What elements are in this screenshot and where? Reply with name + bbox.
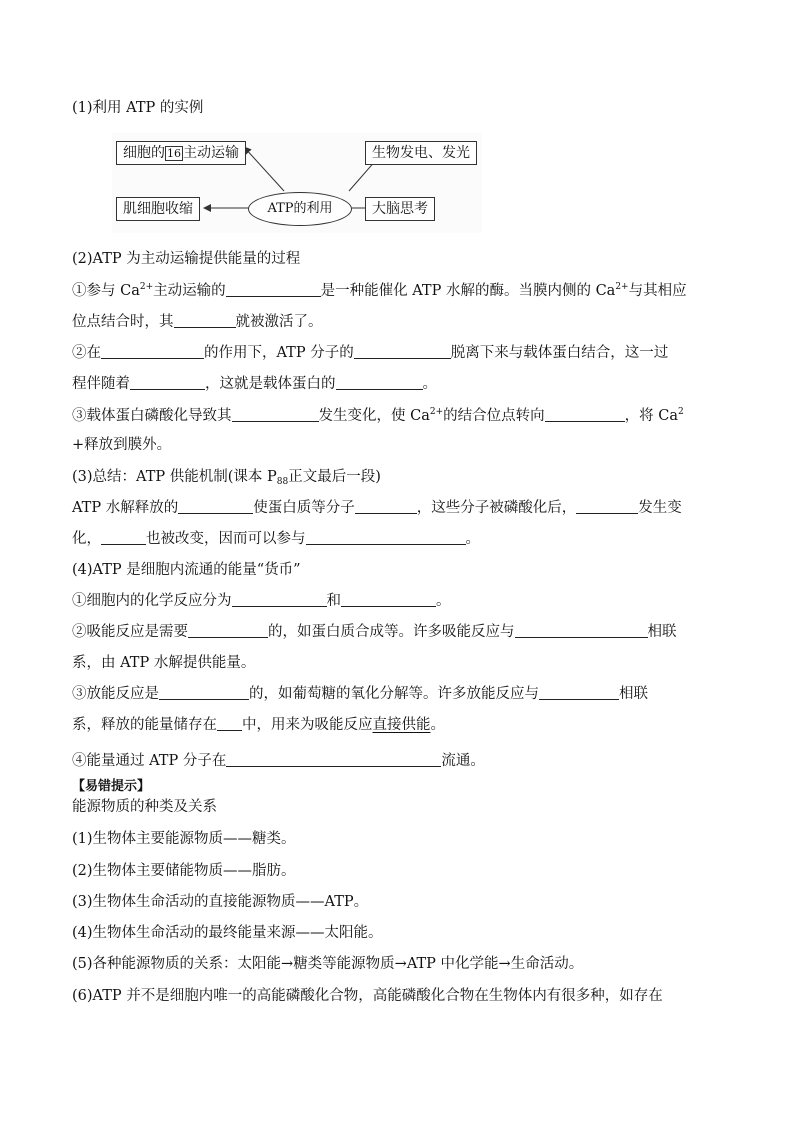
tip-subtitle: 能源物质的种类及关系 [72, 799, 217, 815]
s2-item1-line1: ①参与 $Ca^{2+}$主动运输的 是一种能催化 ATP 水解的酶。当膜内侧的 $Ca^{2+}$与其相应 [72, 282, 687, 299]
blank[interactable] [341, 591, 436, 607]
s3-line1: ATP 水解释放的 使蛋白质等分子 ，这些分子被磷酸化后， 发生变 [72, 500, 682, 516]
blank[interactable] [306, 529, 466, 545]
blank[interactable] [174, 312, 236, 328]
tip-item-5: (5)各种能源物质的关系：太阳能→糖类等能源物质→ATP 中化学能→生命活动。 [72, 956, 584, 972]
s2-item2-line2: 程伴随着 ，这就是载体蛋白的 。 [72, 376, 437, 392]
box-brain-thinking: 大脑思考 [365, 197, 435, 221]
atp-usage-diagram [112, 133, 482, 233]
section-4-title: (4)ATP 是细胞内流通的能量“货币” [72, 562, 301, 578]
box-active-transport: 细胞的 16 主动运输 [116, 141, 246, 165]
s4-item2-line2: 系，由 ATP 水解提供能量。 [72, 655, 256, 671]
tip-item-6: (6)ATP 并不是细胞内唯一的高能磷酸化合物，高能磷酸化合物在生物体内有很多种，如存在 [72, 988, 663, 1004]
blank[interactable] [178, 498, 253, 514]
blank[interactable] [188, 622, 268, 638]
s4-item1: ①细胞内的化学反应分为 和 。 [72, 593, 451, 609]
box-bio-electricity: 生物发电、发光 [365, 141, 477, 165]
blank[interactable] [159, 684, 249, 700]
blank[interactable] [539, 684, 619, 700]
s4-item3-line1: ③放能反应是 的，如葡萄糖的氧化分解等。许多放能反应与 相联 [72, 686, 648, 702]
tip-title: 【易错提示】 [72, 779, 151, 794]
section-1-title: (1)利用 ATP 的实例 [72, 100, 204, 116]
blank[interactable] [515, 622, 648, 638]
blank[interactable] [336, 374, 423, 390]
tip-item-4: (4)生物体生命活动的最终能量来源——太阳能。 [72, 925, 383, 941]
blank[interactable] [217, 715, 242, 731]
s2-item2-line1: ②在 的作用下，ATP 分子的 脱离下来与载体蛋白结合，这一过 [72, 345, 669, 361]
blank[interactable] [576, 498, 638, 514]
tip-item-1: (1)生物体主要能源物质——糖类。 [72, 831, 296, 847]
blank[interactable] [226, 751, 441, 767]
blank[interactable] [545, 406, 625, 422]
s3-line2: 化， 也被改变，因而可以参与 。 [72, 531, 480, 547]
blank[interactable] [232, 591, 327, 607]
s4-item2-line1: ②吸能反应是需要 的，如蛋白质合成等。许多吸能反应与 相联 [72, 624, 677, 640]
blank[interactable] [354, 343, 451, 359]
blank[interactable] [101, 343, 204, 359]
tip-item-3: (3)生物体生命活动的直接能源物质——ATP。 [72, 894, 369, 910]
s4-item4: ④能量通过 ATP 分子在 流通。 [72, 753, 485, 769]
blank[interactable] [232, 406, 319, 422]
blank[interactable] [101, 529, 146, 545]
s2-item3-line1: ③载体蛋白磷酸化导致其 发生变化，使 $Ca^{2+}$的结合位点转向 ，将 Ca$^2$ [72, 407, 684, 424]
s4-item3-line2: 系，释放的能量储存在 中，用来为吸能反应直接供能。 [72, 717, 445, 733]
blank[interactable] [226, 281, 321, 297]
s2-item1-line2: 位点结合时，其 就被激活了。 [72, 314, 323, 330]
atp-usage-center: ATP的利用 [248, 192, 352, 226]
blank[interactable] [130, 374, 205, 390]
fill-number-16: 16 [167, 147, 181, 160]
section-3-title: (3)总结：ATP 供能机制(课本 $P_{88}$正文最后一段) [72, 469, 381, 487]
s2-item3-line2: +释放到膜外。 [72, 437, 172, 453]
box-muscle-contraction: 肌细胞收缩 [116, 197, 200, 221]
blank[interactable] [355, 498, 417, 514]
section-2-title: (2)ATP 为主动运输提供能量的过程 [72, 251, 301, 267]
tip-item-2: (2)生物体主要储能物质——脂肪。 [72, 863, 296, 879]
